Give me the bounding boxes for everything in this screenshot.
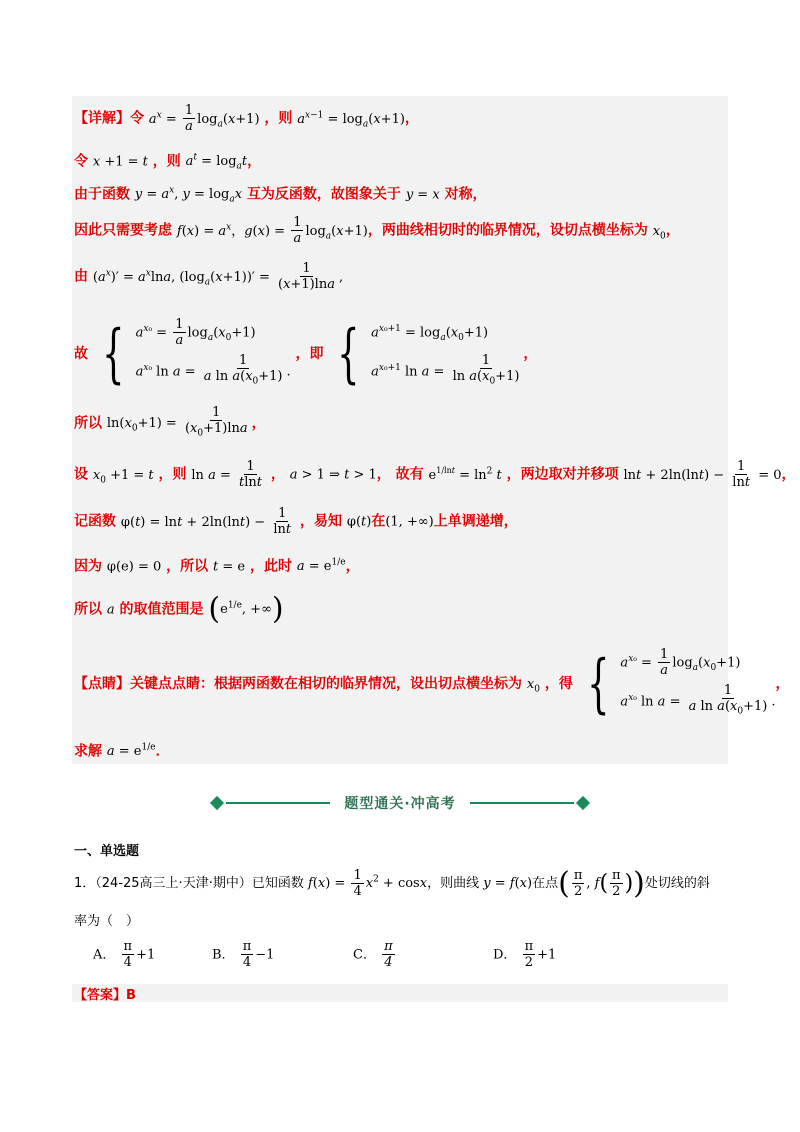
solution-line-3: 由于函数 $y = a^x$, $y = \log_ax$ 互为反函数，故图象关于 y = x 对称， xyxy=(74,186,487,205)
formula: ln a = $\frac{1}{tlnt}$ xyxy=(191,459,262,490)
formula: φ(t) = lnt + 2ln(lnt) − $\frac{1}{\ln t}$ xyxy=(120,506,292,537)
question-heading: 一、单选题 xyxy=(74,844,140,859)
divider xyxy=(470,802,574,804)
solution-line-6: 故 { $a^{x_0}$ = $\frac{1}{a}$ $\log_a(x_0+1)$ $a^{x_0}$ ln a = $\frac{1}{a \ln a(x_0+1)}$ . ，即 { $a^{x_0+1} = \log_a(x_0+1)$ $a^{x_0+1}$ ln a = $\frac{1}{\ln a(x_0+1)}$ ， xyxy=(74,316,538,391)
formula: (1, +∞) xyxy=(385,514,434,530)
solution-line-1: 【详解】令 $a^x$ = $\frac{1}{a}$ $\log_a(x+1)$ ，则 $a^{x-1} = \log_a(x+1)$， xyxy=(74,103,419,134)
formula: f(x) = $\frac{1}{4}$ $x^2 + \cos x$ xyxy=(307,867,428,899)
formula: $x_0$ xyxy=(526,676,540,695)
formula: lnt + 2ln(lnt) − $\frac{1}{\ln t}$ = 0 xyxy=(623,459,782,490)
formula: $x_0$ xyxy=(652,223,666,242)
question-line-1: 1．（24-25高三上·天津·期中）已知函数 f(x) = $\frac{1}{4}$ $x^2 + \cos x$，则曲线 y = f(x)在点( $\frac{\pi}{2}$ , f( $\frac{\pi}{2}$ ))处切线的斜 xyxy=(74,866,710,901)
formula: ( $\frac{\pi}{2}$ , f( $\frac{\pi}{2}$ )) xyxy=(558,866,645,901)
diamond-icon xyxy=(210,796,224,810)
formula: t = e xyxy=(213,559,246,575)
formula: $a^x$ = $\frac{1}{a}$ $\log_a(x+1)$ xyxy=(148,103,260,134)
formula: $a = e^{1/e}$ xyxy=(296,558,346,575)
formula: $f(x) = a^x$，g(x) = $\frac{1}{a}$ $\log_a(x+1)$ xyxy=(176,215,368,246)
solution-line-9: 记函数 φ(t) = lnt + 2ln(lnt) − $\frac{1}{\ln t}$ ，易知 φ(t)在(1, +∞)上单调递增， xyxy=(74,506,518,537)
choice-b[interactable]: B． $\frac{\pi}{4}$ −1 xyxy=(212,939,275,970)
solution-line-13: 求解 $a = e^{1/e}$． xyxy=(74,743,170,760)
formula: y = x xyxy=(405,187,440,203)
section-header xyxy=(208,790,592,816)
equation-system: { $a^{x_0}$ = $\frac{1}{a}$ $\log_a(x_0+1)$ $a^{x_0}$ ln a = $\frac{1}{a \ln a(x_0+1)}$ . xyxy=(102,316,291,391)
solution-line-2: 令 x +1 = t ，则 $a^t = \log_at$， xyxy=(74,153,262,172)
equation-system: { $a^{x_0+1} = \log_a(x_0+1)$ $a^{x_0+1}$ ln a = $\frac{1}{\ln a(x_0+1)}$ xyxy=(337,316,520,391)
solution-line-11: 所以 a 的取值范围是 ($e^{1/e}$, +∞) xyxy=(74,591,284,627)
solution-line-8: 设 $x_0 +1 = t$ ，则 ln a = $\frac{1}{tlnt}$ ， a > 1 ⇒ t > 1， 故有 $e^{1/lnt} = \ln^2 t$ ，两边取对并移项 lnt + 2ln(lnt) − $\frac{1}{\ln t}$ = 0， xyxy=(74,459,796,490)
formula: a xyxy=(106,602,115,618)
choice-a[interactable]: A． $\frac{\pi}{4}$ +1 xyxy=(93,939,156,970)
formula: $a^{x-1} = \log_a(x+1)$ xyxy=(297,110,405,130)
divider xyxy=(226,802,330,804)
question-line-2: 率为（ ） xyxy=(74,914,140,929)
detail-label: 【详解】令 xyxy=(74,110,144,127)
formula: $a = e^{1/e}$ xyxy=(106,743,156,760)
choice-c[interactable]: C． $\frac{\pi}{4}$ xyxy=(353,939,393,970)
choice-d[interactable]: D． $\frac{\pi}{2}$ +1 xyxy=(493,939,557,970)
formula: $a^t = \log_at$ xyxy=(185,153,248,172)
solution-line-12: 【点睛】关键点点睛：根据两函数在相切的临界情况，设出切点横坐标为 $x_0$ ，得 { $a^{x_0}$ = $\frac{1}{a}$ $\log_a(x_0+1)$ $a^{x_0}$ ln a = $\frac{1}{a \ln a(x_0+1)}$ . ， xyxy=(74,646,790,721)
diamond-icon xyxy=(576,796,590,810)
answer: 【答案】B xyxy=(74,988,136,1003)
formula: ($e^{1/e}$, +∞) xyxy=(208,591,284,627)
formula: $x_0 +1 = t$ xyxy=(92,467,154,486)
formula: φ(e) = 0 xyxy=(106,559,162,575)
section-title: 题型通关·冲高考 xyxy=(344,796,456,812)
formula: y = f(x) xyxy=(483,876,533,891)
solution-line-4: 因此只需要考虑 $f(x) = a^x$，g(x) = $\frac{1}{a}$ $\log_a(x+1)$，两曲线相切时的临界情况，设切点横坐标为 $x_0$， xyxy=(74,215,680,246)
equation-system: { $a^{x_0}$ = $\frac{1}{a}$ $\log_a(x_0+1)$ $a^{x_0}$ ln a = $\frac{1}{a \ln a(x_0+1)}$ . xyxy=(586,646,776,721)
formula: φ(t) xyxy=(346,514,372,530)
formula: $y = a^x$, $y = \log_ax$ xyxy=(134,186,243,205)
solution-line-5: 由 $(a^x)' = a^x\ln a$, $(\log_a(x+1))'$ = $\frac{1}{(x+1)\ln a}$ , xyxy=(74,261,344,292)
answer-box xyxy=(72,984,728,1002)
formula: x +1 = t xyxy=(92,154,148,170)
formula: $e^{1/lnt} = \ln^2 t$ xyxy=(428,466,502,483)
formula: $\ln(x_0+1)$ = $\frac{1}{(x_0+1)\ln a}$ xyxy=(106,405,248,439)
formula: $(a^x)' = a^x\ln a$, $(\log_a(x+1))'$ = $\frac{1}{(x+1)\ln a}$ , xyxy=(92,261,344,292)
solution-line-7: 所以 $\ln(x_0+1)$ = $\frac{1}{(x_0+1)\ln a}$ ， xyxy=(74,405,266,439)
solution-line-10: 因为 φ(e) = 0 ，所以 t = e ，此时 $a = e^{1/e}$， xyxy=(74,558,360,575)
formula: a > 1 ⇒ t > 1 xyxy=(289,467,377,483)
